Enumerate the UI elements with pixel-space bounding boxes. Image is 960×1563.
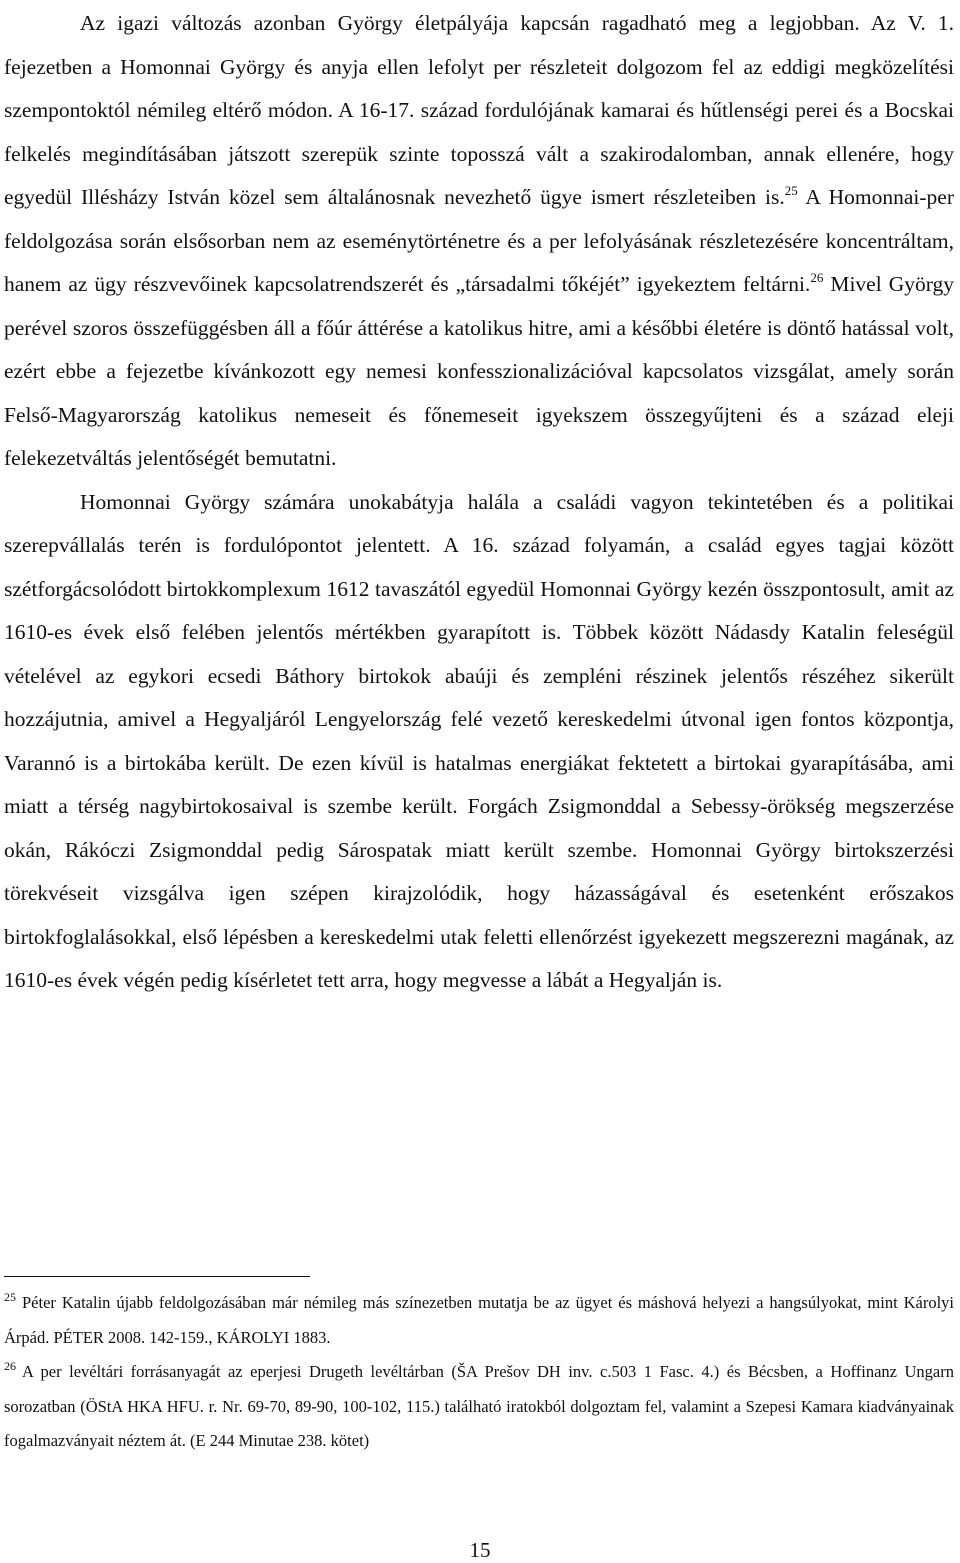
paragraph-1-part-3: Mivel György perével szoros összefüggésben áll a főúr áttérése a katolikus hitre, ami a későbbi életére is döntő hatással volt, ezért ebbe a fejezetbe kívánkozott egy nemesi konfesszionalizációval kapcsolatos vizsgálat, amely során Felső-Magyarország katolikus nemeseit és főnemeseit igyekszem összegyűjteni és a század eleji felekezetváltás jelentőségét bemutatni. — [4, 272, 954, 470]
footnote-number: 25 — [4, 1290, 16, 1304]
paragraph-1-part-2: A Homonnai-per feldolgozása során elsősorban nem az eseménytörténetre és a per lefolyásának részletezésére koncentráltam, hanem az ügy részvevőinek kapcsolatrendszerét és „társadalmi tőkéjét” igyekeztem feltárni. — [4, 185, 954, 296]
paragraph-1-part-1: Az igazi változás azonban György életpályája kapcsán ragadható meg a legjobban. Az V. 1. fejezetben a Homonnai György és anyja ellen lefolyt per részleteit dolgozom fel az eddigi megközelítési szempontoktól némileg eltérő módon. A 16-17. század fordulójának kamarai és hűtlenségi perei és a Bocskai felkelés megindításában játszott szerepük szinte toposszá vált a szakirodalomban, annak ellenére, hogy egyedül Illésházy István közel sem általánosnak nevezhető ügye ismert részleteiben is. — [4, 11, 954, 209]
document-page — [4, 0, 954, 1003]
page-number: 15 — [469, 1538, 491, 1562]
footnote-26 — [4, 1355, 954, 1459]
footnote-ref-26[interactable]: 26 — [810, 270, 824, 285]
footnote-number: 26 — [4, 1359, 16, 1373]
footnote-separator — [4, 1276, 310, 1277]
main-text — [4, 0, 954, 1003]
footnote-text: Péter Katalin újabb feldolgozásában már némileg más színezetben mutatja be az ügyet és máshová helyezi a hangsúlyokat, mint Károlyi Árpád. PÉTER 2008. 142-159., KÁROLYI 1883. — [4, 1293, 954, 1347]
footnotes — [4, 1286, 954, 1459]
footnote-ref-25[interactable]: 25 — [784, 183, 798, 198]
paragraph-2 — [4, 481, 954, 1003]
paragraph-2-part-1: Homonnai György számára unokabátyja halála a családi vagyon tekintetében és a politikai szerepvállalás terén is fordulópontot jelentett. A 16. század folyamán, a család egyes tagjai között szétforgácsolódott birtokkomplexum 1612 tavaszától egyedül Homonnai György kezén összpontosult, amit az 1610-es évek első felében jelentős mértékben gyarapított is. Többek között Nádasdy Katalin feleségül vételével az egykori ecsedi Báthory birtokok abaúji és zempléni részinek jelentős részéhez sikerült hozzájutnia, amivel a Hegyaljáról Lengyelország felé vezető kereskedelmi útvonal igen fontos központja, Varannó is a birtokába került. De ezen kívül is hatalmas energiákat fektetett a birtokai gyarapításába, ami miatt a térség nagybirtokosaival is szembe került. Forgách Zsigmonddal a Sebessy-örökség megszerzése okán, Rákóczi Zsigmonddal pedig Sárospatak miatt került szembe. Homonnai György birtokszerzési törekvéseit vizsgálva igen szépen kirajzolódik, hogy házasságával és esetenként erőszakos birtokfoglalásokkal, első lépésben a kereskedelmi utak feletti ellenőrzést igyekezett megszerezni magának, az 1610-es évek végén pedig kísérletet tett arra, hogy megvesse a lábát a Hegyalján is. — [4, 489, 954, 992]
footnote-text: A per levéltári forrásanyagát az eperjesi Drugeth levéltárban (ŠA Prešov DH inv. c.503 1 Fasc. 4.) és Bécsben, a Hoffinanz Ungarn sorozatban (ÖStA HKA HFU. r. Nr. 69-70, 89-90, 100-102, 115.) található iratokból dolgoztam fel, valamint a Szepesi Kamara kiadványainak fogalmazványait néztem át. (E 244 Minutae 238. kötet) — [4, 1362, 954, 1450]
paragraph-1 — [4, 2, 954, 481]
footnote-25 — [4, 1286, 954, 1355]
